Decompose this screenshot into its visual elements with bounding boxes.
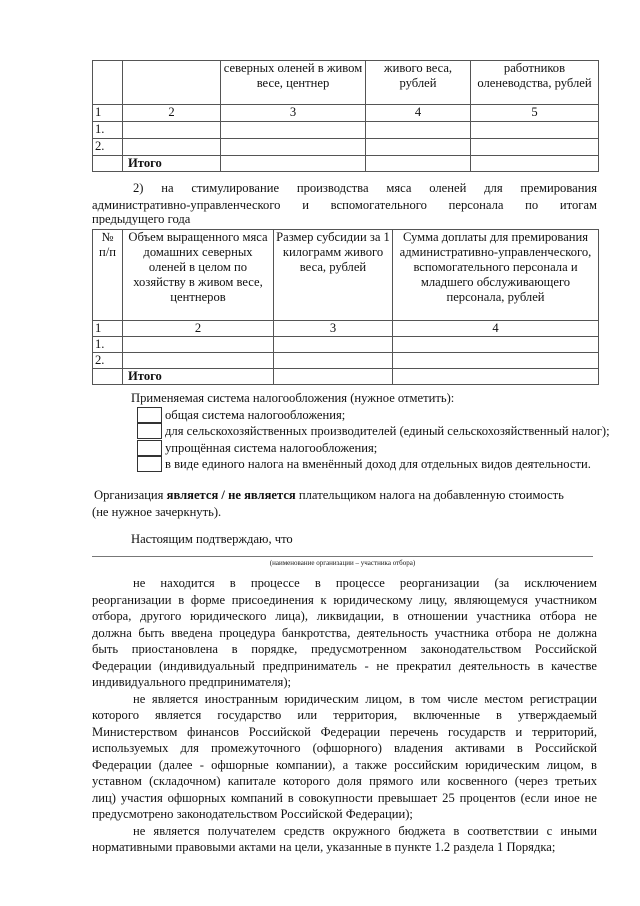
- number-cell: 3: [274, 321, 393, 337]
- header-cell: [93, 61, 123, 105]
- table-cell[interactable]: [366, 139, 471, 156]
- tax-option-label: общая система налогообложения;: [165, 408, 346, 422]
- text-line: не является получателем средств окружного бюджета в соответствии с иными: [133, 823, 597, 838]
- table-number-row: [93, 321, 599, 337]
- vat-statement: [94, 488, 564, 503]
- tax-option-checkbox[interactable]: [137, 407, 162, 423]
- tax-option-checkbox[interactable]: [137, 423, 162, 439]
- text-line: отбора, другого юридического лица), ликвидации, в отношении участника отбора не: [92, 609, 597, 623]
- table-row: [93, 337, 599, 353]
- table-cell: [93, 156, 123, 172]
- text-line: Федерации (индивидуальный предприниматель - не прекратил деятельность в качестве: [92, 658, 597, 673]
- table-total-row: [93, 369, 599, 385]
- text-line: нормативными правовыми актами на цели, указанные в пункте 1.2 раздела 1 Порядка;: [92, 840, 556, 854]
- tax-system-title: Применяемая система налогообложения (нужное отметить):: [131, 391, 455, 405]
- header-cell: [123, 61, 221, 105]
- vat-choice[interactable]: является / не является: [166, 488, 296, 502]
- vat-prefix: Организация: [94, 488, 164, 502]
- table-cell[interactable]: [221, 139, 366, 156]
- number-cell: 2: [123, 105, 221, 122]
- number-cell: 1: [93, 321, 123, 337]
- table-cell[interactable]: [221, 122, 366, 139]
- table-cell[interactable]: [393, 337, 599, 353]
- text-line: которого является государство или территория, включенные в утверждаемый: [92, 708, 597, 722]
- table-livestock-subsidy: [92, 60, 599, 172]
- table-header-row: [93, 61, 599, 105]
- text-line: административно-управленческого и вспомогательного персонала по итогам: [92, 197, 597, 212]
- text-line: Федерации (далее - офшорные компании), а также российским юридическим лицом, в: [92, 757, 597, 772]
- table-cell[interactable]: [123, 353, 274, 369]
- table-cell: [93, 369, 123, 385]
- text-line: Министерством финансов Российской Федерации перечень государств и территорий,: [92, 724, 597, 739]
- number-cell: 5: [471, 105, 599, 122]
- table-cell[interactable]: [123, 122, 221, 139]
- table-row: [93, 139, 599, 156]
- row-index: 2.: [93, 139, 123, 156]
- organization-name-line[interactable]: [92, 556, 593, 557]
- table-cell[interactable]: [393, 369, 599, 385]
- table-number-row: [93, 105, 599, 122]
- vat-suffix: плательщиком налога на добавленную стоимость: [298, 488, 564, 502]
- row-index: 1.: [93, 337, 123, 353]
- number-cell: 1: [93, 105, 123, 122]
- tax-option-checkbox[interactable]: [137, 440, 162, 456]
- row-index: 1.: [93, 122, 123, 139]
- table-cell[interactable]: [471, 156, 599, 172]
- total-label: Итого: [123, 369, 274, 385]
- text-line: не находится в процессе в процессе реорганизации (за исключением: [133, 576, 597, 590]
- table-header-row: [93, 230, 599, 321]
- number-cell: 4: [393, 321, 599, 337]
- vat-note: (не нужное зачеркнуть).: [92, 505, 222, 519]
- header-cell: живого веса, рублей: [366, 61, 471, 105]
- table-cell[interactable]: [221, 156, 366, 172]
- header-cell: № п/п: [93, 230, 123, 321]
- table-cell[interactable]: [274, 369, 393, 385]
- table-row: [93, 353, 599, 369]
- text-line: используемых для промежуточного (офшорного) владения активами в Российской: [92, 741, 597, 755]
- text-line: лиц) участия офшорных компаний в совокупности превышает 25 процентов (если иное не: [92, 790, 597, 805]
- text-line: не является иностранным юридическим лицом, в том числе местом регистрации: [133, 691, 597, 706]
- table-cell[interactable]: [393, 353, 599, 369]
- tax-option-label: для сельскохозяйственных производителей (единый сельскохозяйственный налог);: [165, 424, 610, 438]
- table-cell[interactable]: [123, 139, 221, 156]
- text-line: реорганизации в форме присоединения к юридическому лицу, являющемуся участником: [92, 592, 597, 607]
- text-line: предыдущего года: [92, 213, 191, 225]
- header-cell: работников оленеводства, рублей: [471, 61, 599, 105]
- header-cell: Объем выращенного мяса домашних северных оленей в целом по хозяйству в живом весе, центнеров: [123, 230, 274, 321]
- organization-name-caption: (наименование организации – участника отбора): [269, 559, 416, 567]
- text-line: предусмотрено законодательством Российской Федерации);: [92, 807, 413, 821]
- table-bonus-subsidy: [92, 229, 599, 385]
- text-line: индивидуального предпринимателя);: [92, 675, 292, 689]
- section-2-heading: [92, 180, 597, 225]
- table-cell[interactable]: [274, 337, 393, 353]
- tax-option-label: в виде единого налога на вменённый доход для отдельных видов деятельности.: [165, 457, 591, 471]
- header-cell: Сумма доплаты для премирования административно-управленческого, вспомогательного персонала и младшего обслуживающего персонала, рублей: [393, 230, 599, 321]
- text-line: 2) на стимулирование производства мяса оленей для премирования: [133, 181, 597, 195]
- table-cell[interactable]: [274, 353, 393, 369]
- table-row: [93, 122, 599, 139]
- tax-option-checkbox[interactable]: [137, 456, 162, 472]
- table-total-row: [93, 156, 599, 172]
- paragraph-reorganization: [92, 575, 597, 856]
- text-line: быть приостановлена в порядке, предусмотренном законодательством Российской: [92, 642, 597, 656]
- table-cell[interactable]: [366, 156, 471, 172]
- number-cell: 4: [366, 105, 471, 122]
- header-cell: Размер субсидии за 1 килограмм живого веса, рублей: [274, 230, 393, 321]
- table-cell[interactable]: [366, 122, 471, 139]
- text-line: уставном (складочном) капитале которого доля прямого или косвенного (через третьих: [92, 774, 597, 788]
- header-cell: северных оленей в живом весе, центнер: [221, 61, 366, 105]
- confirm-text: Настоящим подтверждаю, что: [131, 532, 293, 546]
- total-label: Итого: [123, 156, 221, 172]
- table-cell[interactable]: [471, 122, 599, 139]
- tax-option-label: упрощённая система налогообложения;: [165, 441, 378, 455]
- table-cell[interactable]: [123, 337, 274, 353]
- number-cell: 3: [221, 105, 366, 122]
- row-index: 2.: [93, 353, 123, 369]
- text-line: должна быть введена процедура банкротства, деятельность участника отбора не должна: [92, 625, 597, 640]
- number-cell: 2: [123, 321, 274, 337]
- table-cell[interactable]: [471, 139, 599, 156]
